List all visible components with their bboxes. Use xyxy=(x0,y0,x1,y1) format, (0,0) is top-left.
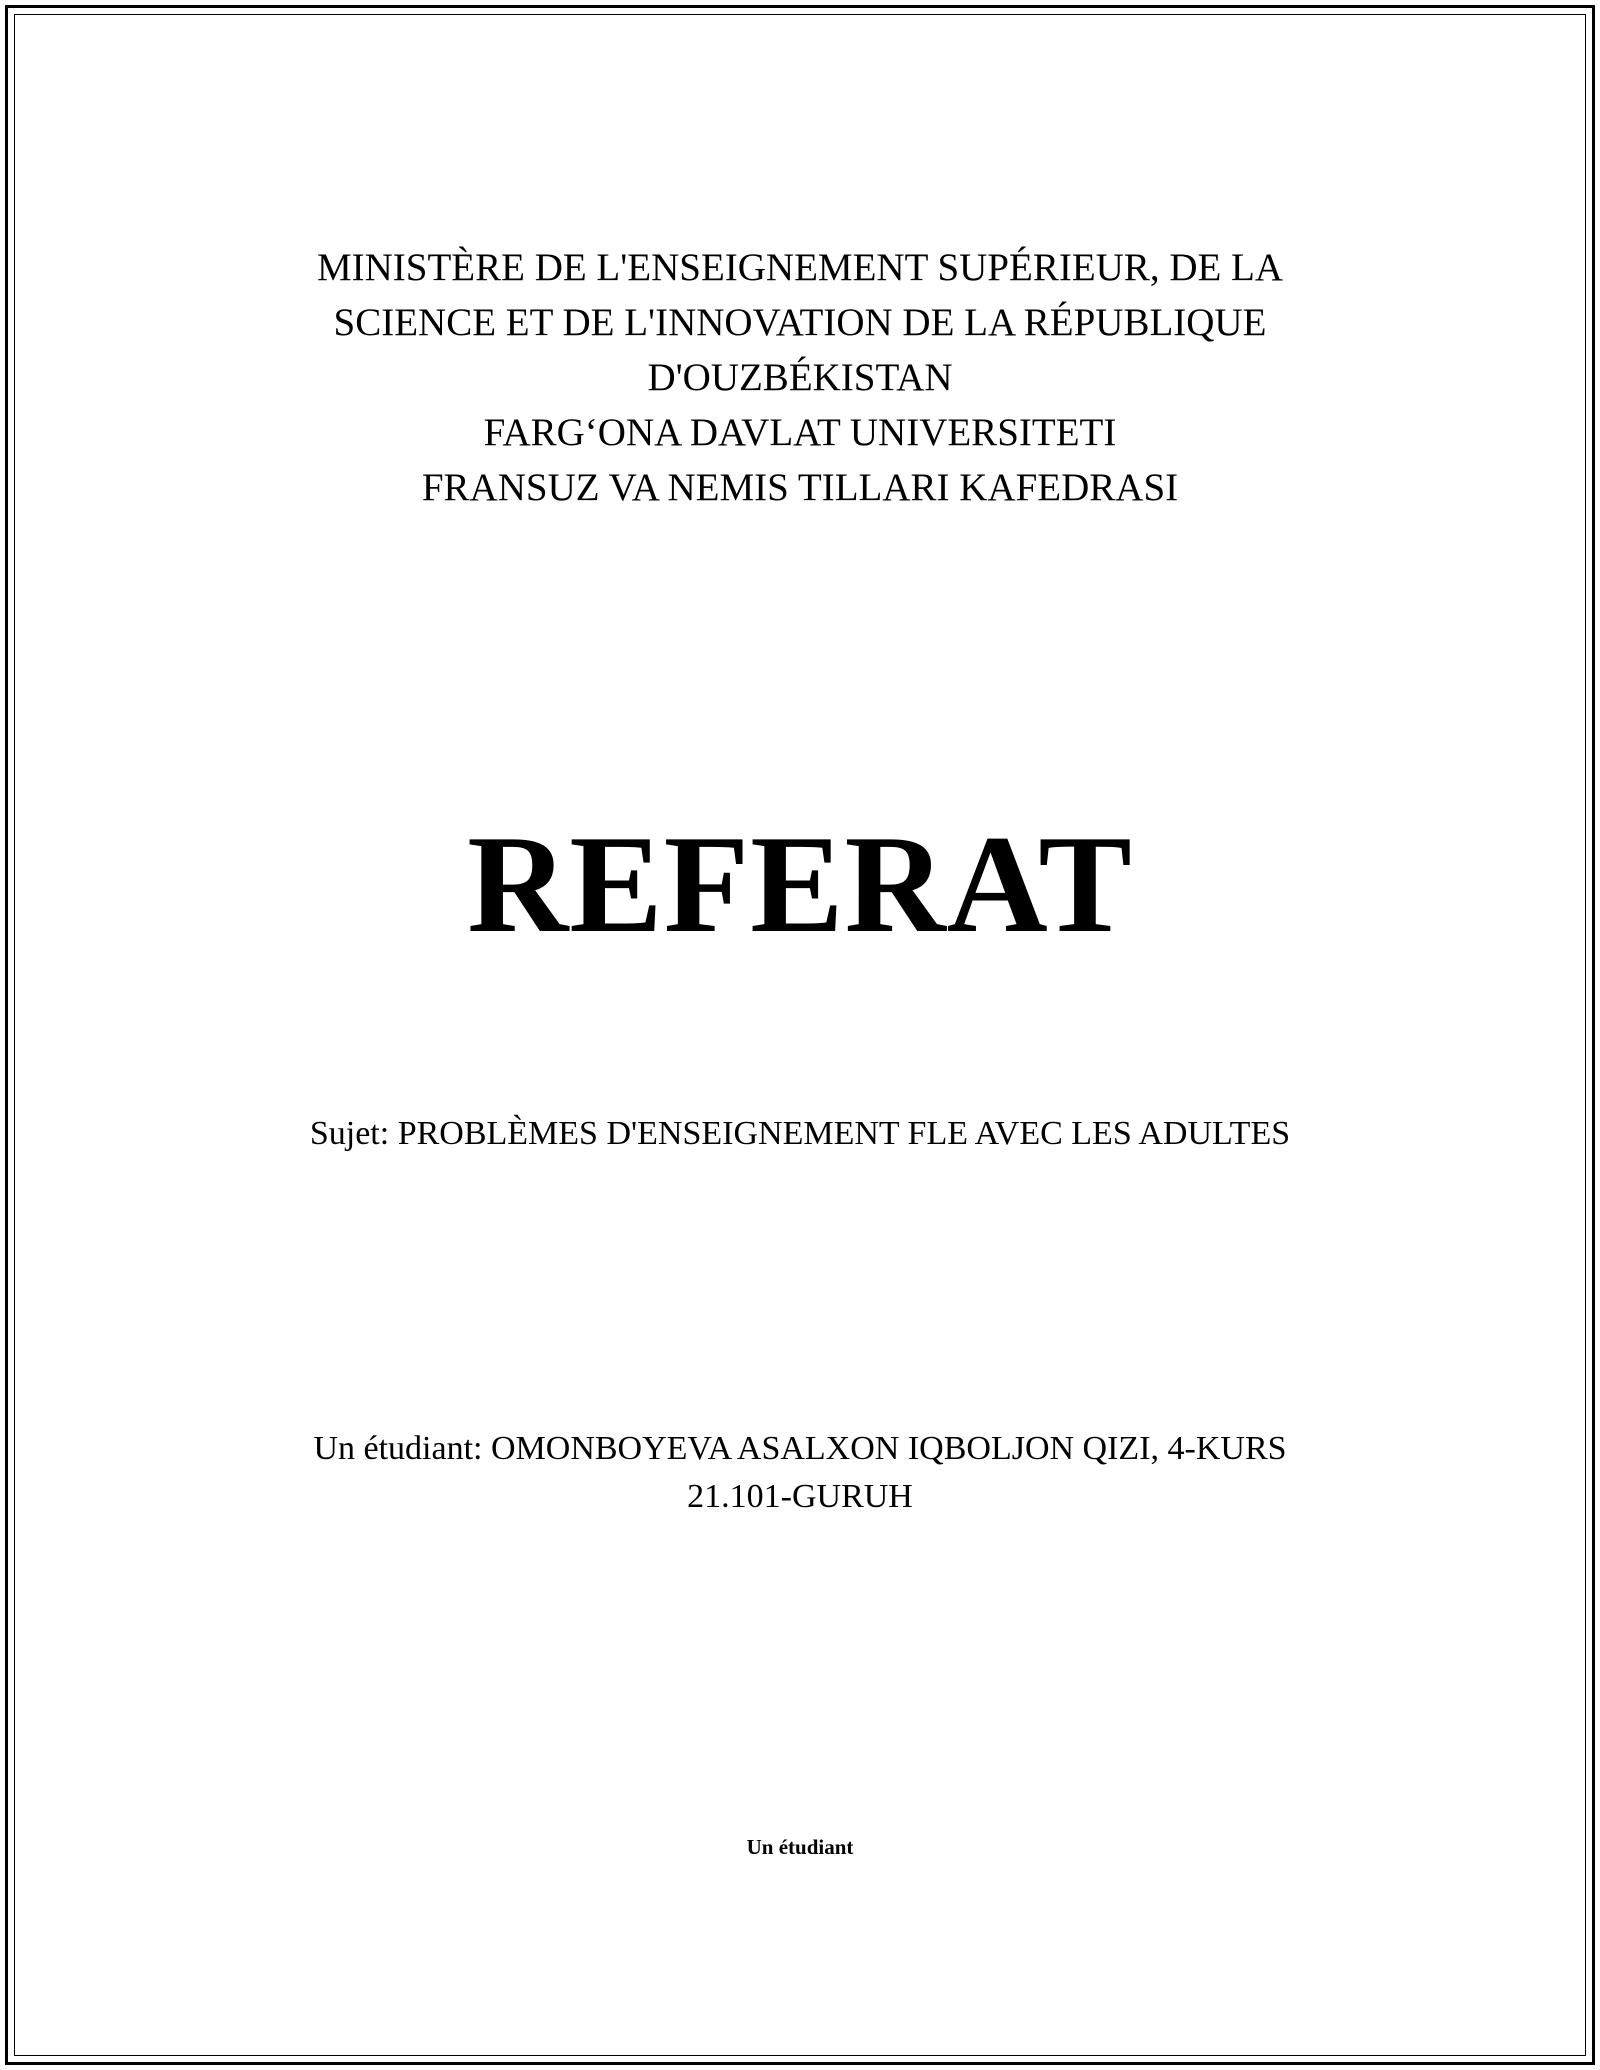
header-line-department: FRANSUZ VA NEMIS TILLARI KAFEDRASI xyxy=(421,466,1179,509)
student-group-line: 21.101-GURUH xyxy=(687,1478,913,1515)
institution-header xyxy=(0,240,1600,515)
document-title: REFERAT xyxy=(467,807,1133,962)
student-info xyxy=(0,1425,1600,1521)
header-line-country: D'OUZBÉKISTAN xyxy=(647,356,953,399)
header-line-ministry-2: SCIENCE ET DE L'INNOVATION DE LA RÉPUBLIQUE xyxy=(333,301,1267,344)
header-line-university: FARG‘ONA DAVLAT UNIVERSITETI xyxy=(483,411,1117,454)
student-name-line: Un étudiant: OMONBOYEVA ASALXON IQBOLJON QIZI, 4-KURS xyxy=(313,1430,1287,1467)
header-line-ministry-1: MINISTÈRE DE L'ENSEIGNEMENT SUPÉRIEUR, DE LA xyxy=(316,246,1284,289)
subject-line: Sujet: PROBLÈMES D'ENSEIGNEMENT FLE AVEC LES ADULTES xyxy=(309,1115,1291,1152)
footer-student-label: Un étudiant xyxy=(746,1835,854,1859)
